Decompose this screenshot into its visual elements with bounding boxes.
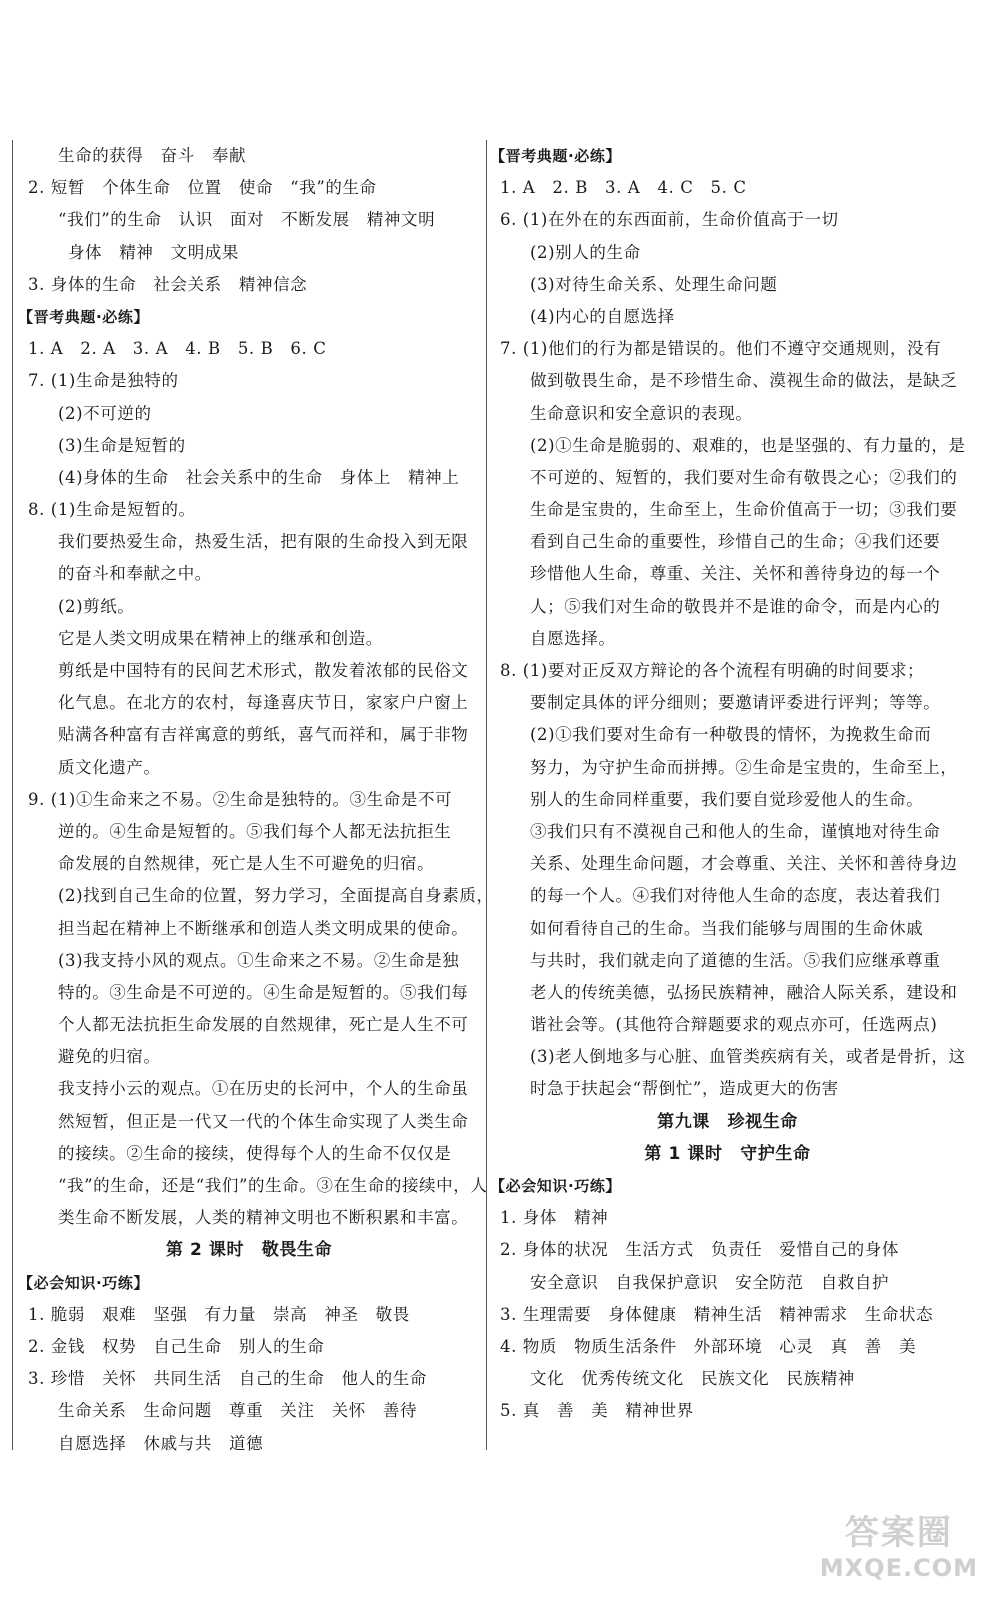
answer-line: (3)老人倒地多与心脏、血管类疾病有关，或者是骨折，这 [530, 1047, 966, 1067]
answer-line: 化气息。在北方的农村，每逢喜庆节日，家家户户窗上 [58, 693, 469, 713]
section-header: 【必会知识·巧练】 [490, 1177, 622, 1195]
answer-line: 8. (1)生命是短暂的。 [28, 500, 196, 520]
section-header: 【晋考典题·必练】 [490, 147, 622, 165]
answer-line: 我们要热爱生命，热爱生活，把有限的生命投入到无限 [58, 532, 469, 552]
answer-line: 安全意识 自我保护意识 安全防范 自救自护 [530, 1272, 890, 1292]
answer-line: 做到敬畏生命，是不珍惜生命、漠视生命的做法，是缺乏 [530, 371, 958, 391]
answer-line: 时急于扶起会“帮倒忙”，造成更大的伤害 [530, 1079, 839, 1099]
answer-line: (2)剪纸。 [58, 596, 135, 616]
answer-line: 逆的。④生命是短暂的。⑤我们每个人都无法抗拒生 [58, 821, 452, 841]
answer-line: 1. 脆弱 艰难 坚强 有力量 崇高 神圣 敬畏 [28, 1304, 410, 1324]
answer-line: (2)不可逆的 [58, 403, 152, 423]
answer-line: 剪纸是中国特有的民间艺术形式，散发着浓郁的民俗文 [58, 661, 469, 680]
answer-line: 要制定具体的评分细则；要邀请评委进行评判；等等。 [530, 693, 941, 713]
answer-line: 命发展的自然规律，死亡是人生不可避免的归宿。 [58, 854, 435, 874]
answer-line: 质文化遗产。 [58, 757, 161, 777]
answer-line: 珍惜他人生命，尊重、关注、关怀和善待身边的每一个 [530, 564, 941, 584]
section-header: 【晋考典题·必练】 [18, 307, 150, 326]
answer-line: 如何看待自己的生命。当我们能够与周围的生命休戚 [530, 918, 924, 938]
answer-line: “我”的生命，还是“我们”的生命。③在生命的接续中，人 [58, 1176, 488, 1195]
answer-line: 生命是宝贵的，生命至上，生命价值高于一切；③我们要 [530, 500, 958, 520]
column-divider [486, 140, 487, 1450]
answer-line: 身体 精神 文明成果 [68, 242, 239, 262]
answer-line: 它是人类文明成果在精神上的继承和创造。 [58, 628, 383, 648]
answer-line: 贴满各种富有吉祥寓意的剪纸，喜气而祥和，属于非物 [58, 725, 469, 745]
answer-line: 1. A 2. A 3. A 4. B 5. B 6. C [28, 339, 327, 359]
watermark-logo-text: 答案圈 [844, 1513, 953, 1553]
answer-line: 特的。③生命是不可逆的。④生命是短暂的。⑤我们每 [58, 982, 469, 1002]
answer-line: 然短暂，但正是一代又一代的个体生命实现了人类生命 [58, 1111, 469, 1131]
answer-line: 类生命不断发展，人类的精神文明也不断积累和丰富。 [58, 1208, 469, 1228]
answer-line: 别人的生命同样重要，我们要自觉珍爱他人的生命。 [530, 789, 924, 809]
answer-line: (4)身体的生命 社会关系中的生命 身体上 精神上 [58, 467, 460, 487]
answer-line: 的每一个人。④我们对待他人生命的态度，表达着我们 [530, 886, 941, 906]
answer-line: 谐社会等。(其他符合辩题要求的观点亦可，任选两点) [530, 1015, 938, 1035]
answer-line: 努力，为守护生命而拼搏。②生命是宝贵的，生命至上， [530, 757, 958, 777]
answer-line: (3)生命是短暂的 [58, 435, 186, 455]
answer-line: 6. (1)在外在的东西面前，生命价值高于一切 [500, 210, 839, 230]
answer-line: 7. (1)生命是独特的 [28, 371, 179, 391]
answer-line: 8. (1)要对正反双方辩论的各个流程有明确的时间要求； [500, 661, 925, 680]
answer-line: 9. (1)①生命来之不易。②生命是独特的。③生命是不可 [28, 789, 453, 809]
lesson-title: 第九课 珍视生命 [657, 1111, 798, 1132]
answer-line: 2. 身体的状况 生活方式 负责任 爱惜自己的身体 [500, 1240, 899, 1260]
lesson-title: 第 1 课时 守护生命 [644, 1143, 811, 1164]
answer-line: (4)内心的自愿选择 [530, 306, 675, 326]
answer-line: 2. 金钱 权势 自己生命 别人的生命 [28, 1336, 325, 1356]
left-column [18, 140, 494, 1460]
answer-line: 3. 生理需要 身体健康 精神生活 精神需求 生命状态 [500, 1304, 934, 1324]
answer-line: 生命关系 生命问题 尊重 关注 关怀 善待 [58, 1401, 418, 1421]
answer-line: (2)别人的生命 [530, 242, 641, 262]
site-watermark [820, 1505, 978, 1582]
answer-line: 的奋斗和奉献之中。 [58, 564, 212, 584]
answer-line: 自愿选择 休戚与共 道德 [58, 1433, 264, 1453]
answer-line: 3. 珍惜 关怀 共同生活 自己的生命 他人的生命 [28, 1369, 427, 1389]
answer-line: 1. A 2. B 3. A 4. C 5. C [500, 178, 747, 198]
watermark-domain: MXQE.COM [819, 1554, 978, 1582]
answer-line: (3)对待生命关系、处理生命问题 [530, 274, 778, 294]
answer-line: 7. (1)他们的行为都是错误的。他们不遵守交通规则，没有 [500, 339, 942, 359]
section-header: 【必会知识·巧练】 [18, 1273, 150, 1292]
answer-line: 个人都无法抗拒生命发展的自然规律，死亡是人生不可 [58, 1015, 469, 1035]
answer-line: 担当起在精神上不断继承和创造人类文明成果的使命。 [58, 918, 469, 938]
answer-line: 2. 短暂 个体生命 位置 使命 “我”的生命 [28, 178, 377, 198]
answer-line: 自愿选择。 [530, 628, 616, 648]
answer-line: 的接续。②生命的接续，使得每个人的生命不仅仅是 [58, 1143, 452, 1163]
lesson-title: 第 2 课时 敬畏生命 [165, 1240, 333, 1261]
answer-line: 看到自己生命的重要性，珍惜自己的生命；④我们还要 [530, 532, 941, 552]
right-column [490, 140, 965, 1428]
answer-line: 3. 身体的生命 社会关系 精神信念 [28, 274, 308, 294]
answer-line: ③我们只有不漠视自己和他人的生命，谨慎地对待生命 [530, 821, 941, 841]
answer-line: 5. 真 善 美 精神世界 [500, 1401, 694, 1421]
answer-line: 生命意识和安全意识的表现。 [530, 403, 753, 423]
answer-line: 老人的传统美德，弘扬民族精神，融洽人际关系，建设和 [530, 982, 958, 1002]
answer-line: 我支持小云的观点。①在历史的长河中，个人的生命虽 [58, 1079, 469, 1099]
answer-line: 关系、处理生命问题，才会尊重、关注、关怀和善待身边 [530, 854, 958, 874]
answer-line: (2)找到自己生命的位置，努力学习，全面提高自身素质， [58, 886, 494, 906]
answer-line: 人；⑤我们对生命的敬畏并不是谁的命令，而是内心的 [530, 596, 941, 616]
answer-line: 避免的归宿。 [58, 1047, 161, 1067]
answer-line: 生命的获得 奋斗 奉献 [58, 146, 247, 165]
answer-line: 1. 身体 精神 [500, 1208, 609, 1228]
answer-line: (2)①生命是脆弱的、艰难的，也是坚强的、有力量的，是 [530, 435, 966, 455]
answer-line: 文化 优秀传统文化 民族文化 民族精神 [530, 1369, 855, 1389]
answer-line: (3)我支持小风的观点。①生命来之不易。②生命是独 [58, 950, 460, 970]
answer-line: 不可逆的、短暂的，我们要对生命有敬畏之心；②我们的 [530, 467, 958, 487]
answer-line: 4. 物质 物质生活条件 外部环境 心灵 真 善 美 [500, 1336, 917, 1356]
answer-line: (2)①我们要对生命有一种敬畏的情怀，为挽救生命而 [530, 725, 932, 745]
answer-line: 与共时，我们就走向了道德的生活。⑤我们应继承尊重 [530, 950, 941, 970]
answer-line: “我们”的生命 认识 面对 不断发展 精神文明 [58, 210, 436, 230]
left-margin-rule [12, 140, 13, 1450]
